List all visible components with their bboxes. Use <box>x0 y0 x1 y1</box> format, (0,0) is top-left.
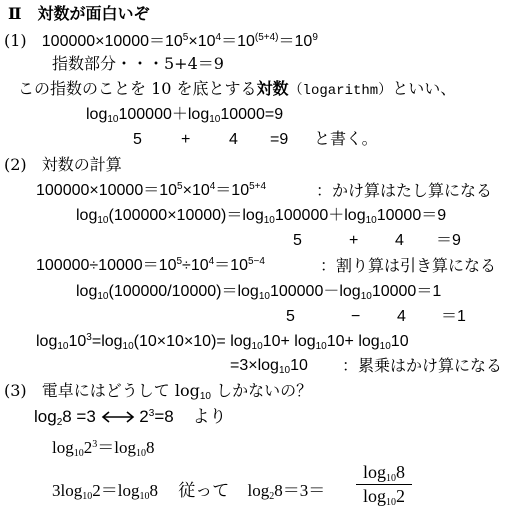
log-power-equation: $\log_{10}2^3=\log_{10}8$ <box>52 438 155 459</box>
part1-marker: (1) <box>4 31 27 50</box>
section-title: Ⅱ 対数が面白いぞ <box>8 4 150 23</box>
division-note: ：割り算は引き算になる <box>320 256 497 275</box>
power-note: ：累乗はかけ算になる <box>342 356 503 375</box>
logarithm-definition: この指数のことを 10 を底とする対数（logarithm）といい、 <box>18 79 457 99</box>
power-log-equation: $\log_{10}10^3=\log_{10}(10\times 10\times 10)= \log_{10}10+ \log_{10}10+ \log_{10}10$ <box>36 332 409 352</box>
part1-equation: (1) $100000\times 10000=10^5\times 10^4=10^{(5+4)}=10^9$ <box>4 31 318 50</box>
division-equation: $100000\div 10000=10^5\div 10^4=10^{5-4}$ <box>36 256 265 274</box>
fraction-denominator: $\log_{10}2$ <box>362 486 405 508</box>
change-of-base-line: $3\log_{10}2=\log_{10}8$ 従って $\log_28=3=$ <box>52 481 326 502</box>
exponent-note: 指数部分・・・5+4＝9 <box>52 54 224 73</box>
part3-question: (3) 電卓にはどうして $\log_{10}$ しかないの？ <box>4 381 313 402</box>
double-arrow-icon <box>101 410 135 424</box>
part2-heading: (2) 対数の計算 <box>4 155 122 174</box>
log-values-line: 5 + 4 =9 と書く。 <box>133 131 378 148</box>
power-result: $=3\times\log_{10}10$ <box>230 357 308 376</box>
multiplication-equation: $100000\times 10000=10^5\times 10^4=10^{5+4}$ <box>36 181 267 199</box>
part3-marker: (3) <box>4 381 27 400</box>
fraction-numerator: $\log_{10}8$ <box>362 462 405 484</box>
multiplication-log-equation: $\log_{10}(100000\times 10000)=\log_{10}100000+\log_{10}10000=9$ <box>76 207 447 226</box>
fraction-bar <box>356 484 412 485</box>
log2-equivalence: $\log_28 =3$ $2^3=8$ より <box>34 407 227 428</box>
division-log-equation: $\log_{10}(100000/10000)=\log_{10}100000-\log_{10}10000=1$ <box>76 283 442 302</box>
multiplication-note: ：かけ算はたし算になる <box>316 181 493 200</box>
division-values: 5 − 4 ＝1 <box>286 308 466 325</box>
multiplication-values: 5 + 4 ＝9 <box>293 232 461 249</box>
change-of-base-fraction <box>356 462 412 507</box>
part2-marker: (2) <box>4 155 27 174</box>
log-sum-equation: $\log_{10}100000+\log_{10}10000=9$ <box>86 106 284 125</box>
